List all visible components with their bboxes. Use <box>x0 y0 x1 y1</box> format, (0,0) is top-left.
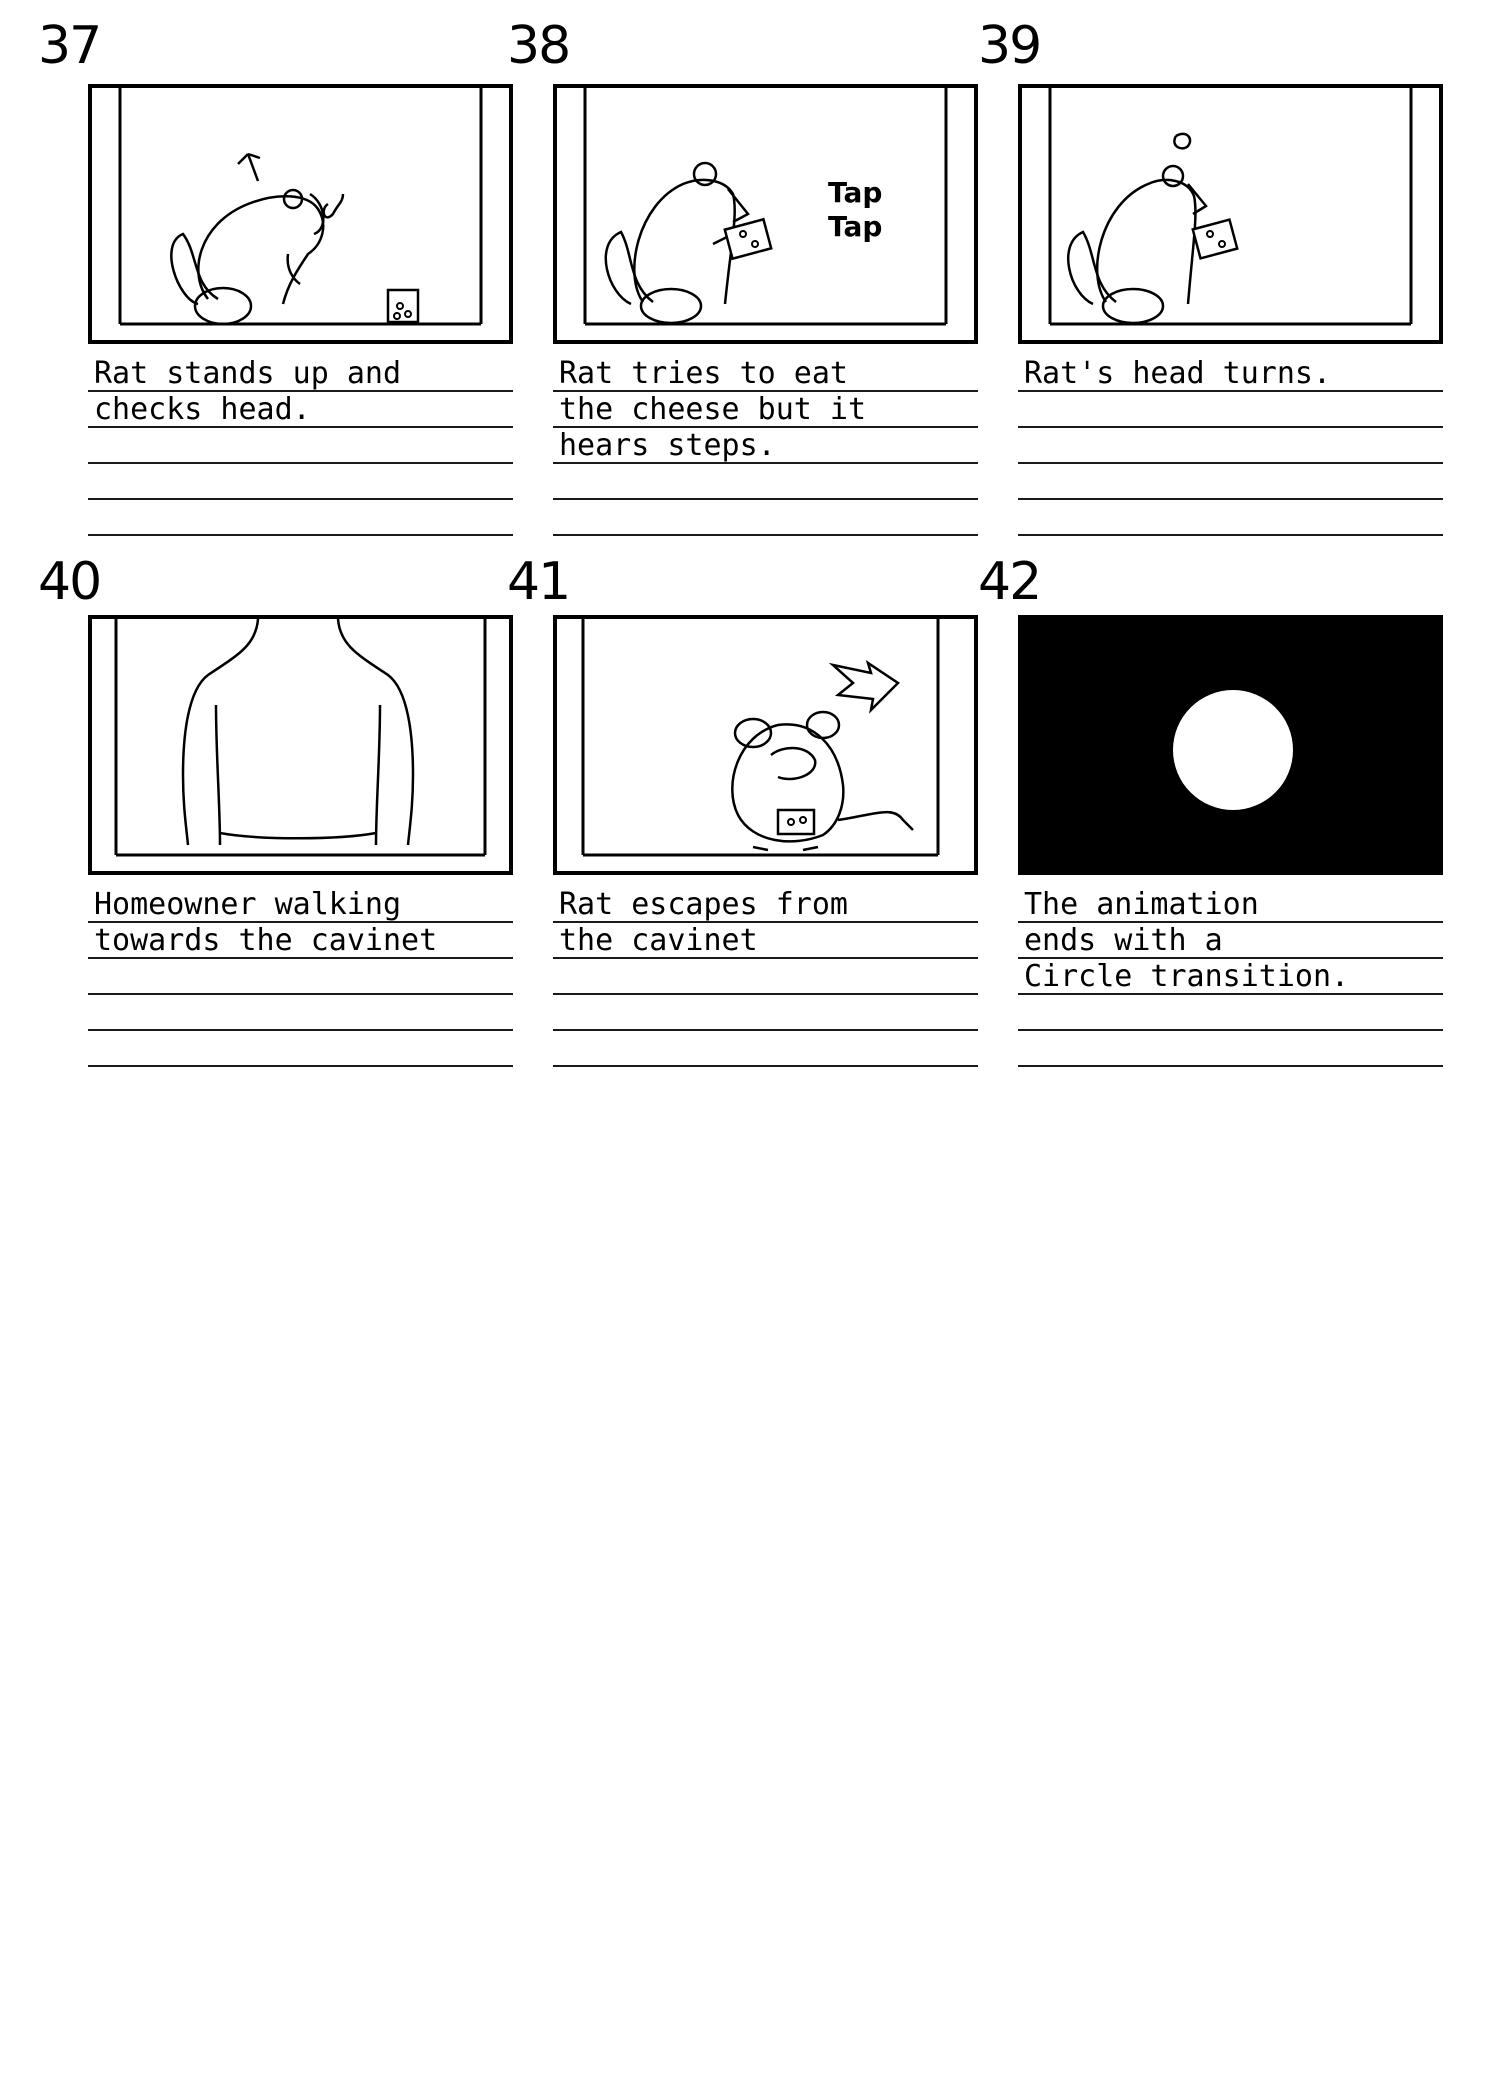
caption-lines <box>1018 879 1443 1079</box>
caption-lines <box>1018 348 1443 548</box>
panel-frame <box>88 615 513 875</box>
panel-caption: The animation ends with a Circle transition. <box>1024 887 1350 994</box>
caption-lines <box>553 348 978 548</box>
panel-number: 40 <box>38 552 101 612</box>
panel-number: 38 <box>507 16 570 76</box>
panel-number: 39 <box>978 16 1041 76</box>
storyboard-panel-38 <box>553 84 978 544</box>
panel-number: 37 <box>38 16 101 76</box>
caption-lines <box>88 348 513 548</box>
storyboard-panel-37 <box>88 84 513 544</box>
panel-caption: Rat stands up and checks head. <box>94 356 402 427</box>
panel-frame <box>553 84 978 344</box>
panel-caption: Homeowner walking towards the cavinet <box>94 887 438 958</box>
cheese-slice-drawing <box>778 810 814 834</box>
panel-frame <box>1018 84 1443 344</box>
storyboard-panel-41 <box>553 615 978 1075</box>
caption-lines <box>88 879 513 1079</box>
panel-caption: Rat tries to eat the cheese but it hears steps. <box>559 356 867 463</box>
storyboard-panel-42 <box>1018 615 1443 1075</box>
panel-number: 42 <box>978 552 1041 612</box>
storyboard-panel-40 <box>88 615 513 1075</box>
panel-caption: Rat escapes from the cavinet <box>559 887 848 958</box>
sound-effect-text: Tap <box>828 210 883 243</box>
panel-caption: Rat's head turns. <box>1024 356 1332 391</box>
panel-frame <box>88 84 513 344</box>
storyboard-panel-39 <box>1018 84 1443 544</box>
panel-frame <box>553 615 978 875</box>
sound-effect-text: Tap <box>828 176 883 209</box>
caption-lines <box>553 879 978 1079</box>
panel-number: 41 <box>507 552 570 612</box>
panel-frame <box>1018 615 1443 875</box>
circle-transition-drawing <box>1173 690 1293 810</box>
